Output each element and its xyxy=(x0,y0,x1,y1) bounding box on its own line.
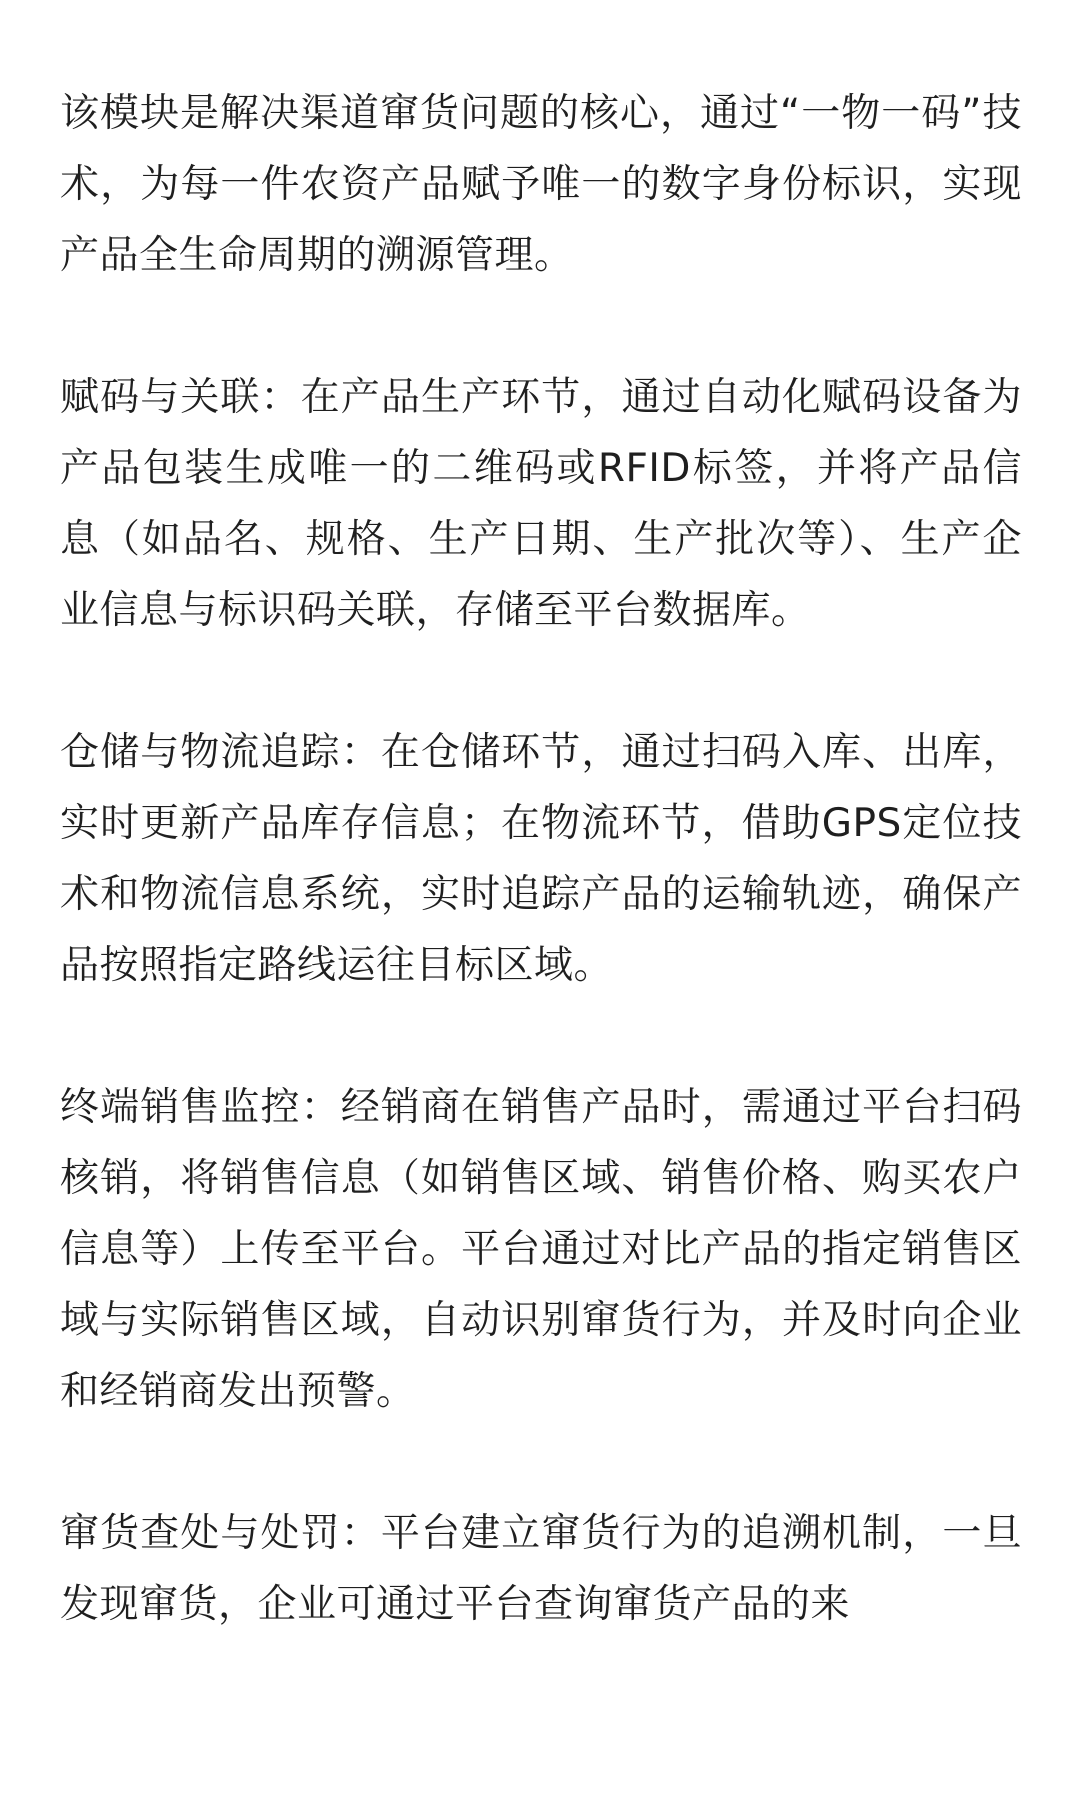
intro-paragraph: 该模块是解决渠道窜货问题的核心，通过“一物一码”技术，为每一件农资产品赋予唯一的数字身份标识，实现产品全生命周期的溯源管理。 xyxy=(60,91,1022,278)
warehouse-logistics-paragraph: 仓储与物流追踪：在仓储环节，通过扫码入库、出库，实时更新产品库存信息；在物流环节，借助GPS定位技术和物流信息系统，实时追踪产品的运输轨迹，确保产品按照指定路线运往目标区域。 xyxy=(60,730,1022,988)
terminal-sales-paragraph: 终端销售监控：经销商在销售产品时，需通过平台扫码核销，将销售信息（如销售区域、销售价格、购买农户信息等）上传至平台。平台通过对比产品的指定销售区域与实际销售区域，自动识别窜货行为，并及时向企业和经销商发出预警。 xyxy=(60,1085,1022,1414)
article-body xyxy=(60,78,1022,1711)
investigation-penalty-paragraph: 窜货查处与处罚：平台建立窜货行为的追溯机制，一旦发现窜货，企业可通过平台查询窜货产品的来 xyxy=(60,1511,1022,1627)
coding-association-paragraph: 赋码与关联：在产品生产环节，通过自动化赋码设备为产品包装生成唯一的二维码或RFID标签，并将产品信息（如品名、规格、生产日期、生产批次等）、生产企业信息与标识码关联，存储至平台数据库。 xyxy=(60,375,1022,633)
